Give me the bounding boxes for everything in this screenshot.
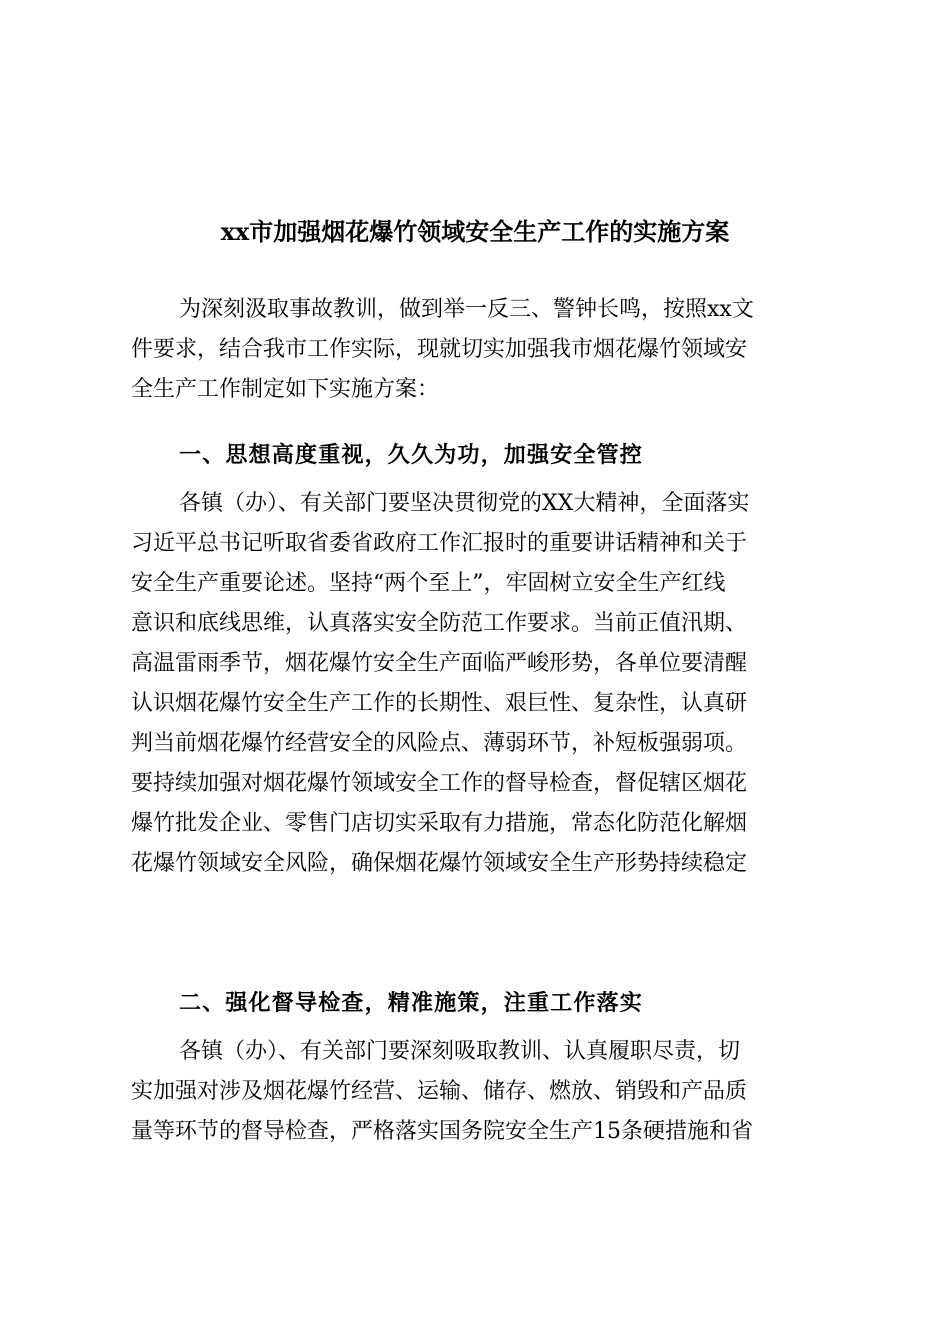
paragraph-line: 要持续加强对烟花爆竹领域安全工作的督导检查，督促辖区烟花 [131,771,748,796]
intro-paragraph [131,290,843,410]
paragraph-line: 意识和底线思维，认真落实安全防范工作要求。当前正值汛期、 [131,611,748,636]
paragraph-line: 高温雷雨季节，烟花爆竹安全生产面临严峻形势，各单位要清醒 [131,651,748,676]
section-1 [131,435,843,475]
paragraph-line: 判当前烟花爆竹经营安全的风险点、薄弱环节，补短板强弱项。 [131,731,748,756]
intro-line: 全生产工作制定如下实施方案： [131,377,440,402]
paragraph-line: 花爆竹领域安全风险，确保烟花爆竹领域安全生产形势持续稳定 [131,851,748,876]
document-title: xx市加强烟花爆竹领域安全生产工作的实施方案 [220,217,730,246]
paragraph-line: 各镇（办）、有关部门要深刻吸取教训、认真履职尽责，切 [179,1039,741,1064]
section-2 [131,983,843,1023]
section-2-paragraph [131,1032,843,1152]
paragraph-line: 爆竹批发企业、零售门店切实采取有力措施，常态化防范化解烟 [131,811,748,836]
intro-line: 件要求，结合我市工作实际，现就切实加强我市烟花爆竹领域安 [131,337,748,362]
paragraph-line: 量等环节的督导检查，严格落实国务院安全生产15条硬措施和省 [131,1119,753,1144]
paragraph-line: 认识烟花爆竹安全生产工作的长期性、艰巨性、复杂性，认真研 [131,691,748,716]
section-1-paragraph [131,484,843,884]
section-heading: 一、思想高度重视，久久为功，加强安全管控 [179,442,644,468]
paragraph-line: 实加强对涉及烟花爆竹经营、运输、储存、燃放、销毁和产品质 [131,1079,748,1104]
intro-line: 为深刻汲取事故教训，做到举一反三、警钟长鸣，按照xx文 [179,297,754,322]
paragraph-line: 安全生产重要论述。坚持“两个至上”，牢固树立安全生产红线 [131,571,726,596]
paragraph-line: 习近平总书记听取省委省政府工作汇报时的重要讲话精神和关于 [131,531,748,556]
paragraph-line: 各镇（办）、有关部门要坚决贯彻党的XX大精神，全面落实 [179,491,750,516]
section-heading: 二、强化督导检查，精准施策，注重工作落实 [179,990,644,1016]
